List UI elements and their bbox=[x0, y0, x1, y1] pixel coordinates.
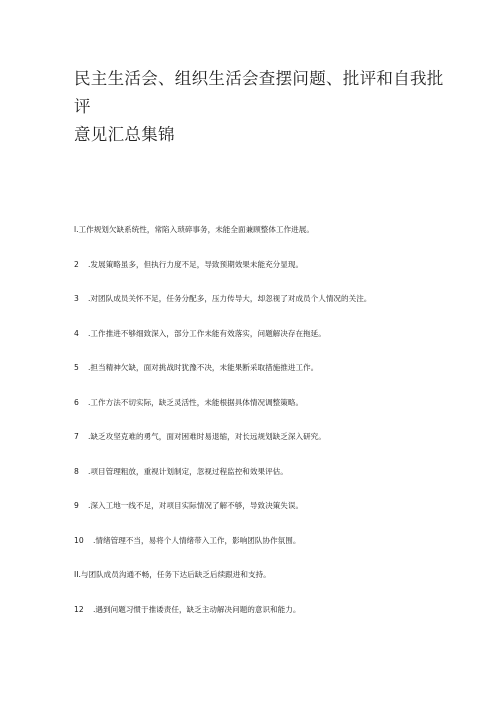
item-text: .项目管理粗放，重视计划制定，忽视过程监控和效果评估。 bbox=[88, 466, 288, 476]
issue-list bbox=[74, 224, 474, 638]
item-number: 2 bbox=[74, 259, 79, 269]
item-number: II. bbox=[74, 570, 81, 579]
item-text: .对团队成员关怀不足，任务分配多，压力传导大，却忽视了对成员个人情况的关注。 bbox=[88, 294, 372, 303]
item-text: .担当精神欠缺，面对挑战时犹豫不决，未能果断采取措施推进工作。 bbox=[88, 363, 319, 372]
item-number: 8 bbox=[74, 466, 79, 476]
item-number: 7 bbox=[74, 432, 79, 441]
item-text: .工作推进不够细致深入，部分工作未能有效落实，问题解决存在拖延。 bbox=[88, 328, 326, 338]
title-line-2: 意见汇总集锦 bbox=[74, 125, 175, 144]
list-item bbox=[74, 500, 474, 535]
item-number: 5 bbox=[74, 363, 79, 372]
item-text: 与团队成员沟通不畅，任务下达后缺乏后续跟进和支持。 bbox=[80, 570, 271, 579]
item-number: 3 bbox=[74, 294, 79, 303]
item-number: 10 bbox=[74, 535, 84, 545]
item-text: .遇到问题习惯于推诿责任，缺乏主动解决问题的意识和能力。 bbox=[93, 604, 301, 614]
list-item bbox=[74, 431, 474, 466]
item-number: l. bbox=[74, 225, 79, 234]
item-text: .情绪管理不当，易将个人情绪带入工作，影响团队协作氛围。 bbox=[93, 535, 301, 545]
list-item bbox=[74, 293, 474, 328]
item-number: 9 bbox=[74, 501, 79, 510]
item-number: 6 bbox=[74, 397, 79, 407]
list-item bbox=[74, 466, 474, 501]
list-item bbox=[74, 259, 474, 294]
list-item bbox=[74, 397, 474, 432]
list-item bbox=[74, 328, 474, 363]
list-item bbox=[74, 604, 474, 639]
item-number: 12 bbox=[74, 604, 84, 614]
item-text: .缺乏攻坚克难的勇气，面对困难时易退缩，对长远规划缺乏深入研究。 bbox=[88, 432, 326, 441]
list-item bbox=[74, 362, 474, 397]
item-text: .深入工地一线不足，对项目实际情况了解不够，导致决策失误。 bbox=[88, 501, 304, 510]
item-number: 4 bbox=[74, 328, 79, 338]
item-text: .发展策略虽多，但执行力度不足，导致预期效果未能充分显现。 bbox=[88, 259, 304, 269]
item-text: 工作规划欠缺系统性，常陷入琐碎事务，未能全面兼顾整体工作进展。 bbox=[78, 225, 314, 234]
item-text: .工作方法不切实际，缺乏灵活性，未能根据具体情况调整策略。 bbox=[88, 397, 304, 407]
list-item bbox=[74, 224, 474, 259]
list-item bbox=[74, 535, 474, 570]
document-title bbox=[74, 65, 444, 149]
title-line-1: 民主生活会、组织生活会查摆问题、批评和自我批评 bbox=[74, 69, 444, 116]
list-item bbox=[74, 569, 474, 604]
